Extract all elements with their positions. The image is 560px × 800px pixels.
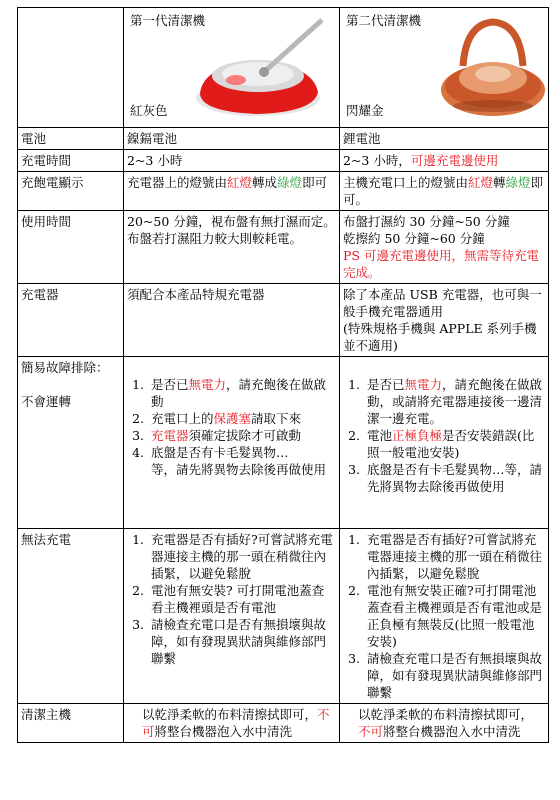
gen1-charge-time: 2~3 小時 bbox=[124, 150, 340, 172]
list-item: 2. 充電口上的保護塞請取下來 bbox=[148, 410, 336, 427]
header-row bbox=[18, 8, 549, 128]
troubleshoot-label-cell bbox=[18, 357, 124, 529]
no-charge-row bbox=[18, 529, 549, 704]
list-item: 3. 請檢查充電口是否有無損壞與故障，如有發現異狀請與維修部門聯繫 bbox=[148, 616, 336, 667]
battery-row bbox=[18, 128, 549, 150]
gen2-no-charge bbox=[340, 529, 549, 704]
gen1-troubleshoot-tail: 等，請先將異物去除後再做使用 bbox=[151, 462, 327, 477]
gen2-charge-time: 2~3 小時，可邊充電邊使用 bbox=[340, 150, 549, 172]
use-time-row bbox=[18, 211, 549, 284]
list-item: 1. 充電器是否有插好?可嘗試將充電器連接主機的那一頭在稍微往內插緊，以避免鬆脫 bbox=[148, 531, 336, 582]
list-item: 3. 請檢查充電口是否有無損壞與故障，如有發現異狀請與維修部門聯繫 bbox=[364, 650, 545, 701]
charger-row bbox=[18, 284, 549, 357]
list-item: 2. 電池有無安裝? 可打開電池蓋查看主機裡頭是否有電池 bbox=[148, 582, 336, 616]
gen1-color-name: 紅灰色 bbox=[130, 103, 168, 118]
row-label: 電池 bbox=[18, 128, 124, 150]
row-label: 清潔主機 bbox=[18, 704, 124, 743]
gen1-troubleshoot bbox=[124, 357, 340, 529]
row-label: 使用時間 bbox=[18, 211, 124, 284]
list-item: 3. 底盤是否有卡毛髮異物…等，請先將異物去除後再做使用 bbox=[364, 461, 545, 495]
list-item: 3. 充電器須確定拔除才可啟動 bbox=[148, 427, 336, 444]
row-label: 充飽電顯示 bbox=[18, 172, 124, 211]
corner-cell bbox=[18, 8, 124, 128]
gen2-charger: 除了本產品 USB 充電器，也可與一般手機充電器通用 (特殊規格手機與 APPLE 系列手機並不適用) bbox=[340, 284, 549, 357]
gen2-header-cell bbox=[340, 8, 549, 128]
comparison-table bbox=[17, 7, 549, 743]
gen1-title: 第一代清潔機 bbox=[130, 13, 206, 28]
gen2-battery: 鋰電池 bbox=[340, 128, 549, 150]
charge-time-row bbox=[18, 150, 549, 172]
list-item: 4. 底盤是否有卡毛髮異物… bbox=[148, 444, 336, 461]
troubleshoot-row bbox=[18, 357, 549, 529]
gen1-use-time: 20~50 分鐘，視布盤有無打濕而定。布盤若打濕阻力較大則較耗電。 bbox=[124, 211, 340, 284]
row-sublabel: 不會運轉 bbox=[21, 394, 72, 409]
row-label: 充電時間 bbox=[18, 150, 124, 172]
gen2-product-image bbox=[438, 14, 548, 124]
gen2-troubleshoot bbox=[340, 357, 549, 529]
cleaning-row bbox=[18, 704, 549, 743]
row-label: 充電器 bbox=[18, 284, 124, 357]
gen2-full-display: 主機充電口上的燈號由紅燈轉綠燈即可。 bbox=[340, 172, 549, 211]
row-label: 無法充電 bbox=[18, 529, 124, 704]
gen1-header-cell bbox=[124, 8, 340, 128]
list-item: 2. 電池有無安裝正確?可打開電池蓋查看主機裡頭是否有電池或是正負極有無裝反(比照一般電池安裝) bbox=[364, 582, 545, 650]
gen1-battery: 鎳鎘電池 bbox=[124, 128, 340, 150]
gen1-charger: 須配合本產品特規充電器 bbox=[124, 284, 340, 357]
full-display-row bbox=[18, 172, 549, 211]
row-label: 簡易故障排除： bbox=[21, 360, 109, 375]
list-item: 1. 是否已無電力，請充飽後在做啟動 bbox=[148, 376, 336, 410]
list-item: 2. 電池正極負極是否安裝錯誤(比照一般電池安裝) bbox=[364, 427, 545, 461]
gen1-no-charge bbox=[124, 529, 340, 704]
list-item: 1. 充電器是否有插好?可嘗試將充電器連接主機的那一頭在稍微往內插緊，以避免鬆脫 bbox=[364, 531, 545, 582]
gen2-cleaning: 以乾淨柔軟的布料清擦拭即可，不可將整台機器泡入水中清洗 bbox=[340, 704, 549, 743]
gen1-full-display: 充電器上的燈號由紅燈轉成綠燈即可 bbox=[124, 172, 340, 211]
gen2-use-time: 布盤打濕約 30 分鐘~50 分鐘 乾擦約 50 分鐘~60 分鐘 PS 可邊充電邊使用，無需等待充電完成。 bbox=[340, 211, 549, 284]
gen1-cleaning: 以乾淨柔軟的布料清擦拭即可，不可將整台機器泡入水中清洗 bbox=[124, 704, 340, 743]
gen2-title: 第二代清潔機 bbox=[346, 13, 422, 28]
list-item: 1. 是否已無電力，請充飽後在做啟動，或請將充電器連接後一邊清潔一邊充電。 bbox=[364, 376, 545, 427]
gen2-color-name: 閃耀金 bbox=[346, 103, 384, 118]
gen1-product-image bbox=[190, 16, 330, 126]
